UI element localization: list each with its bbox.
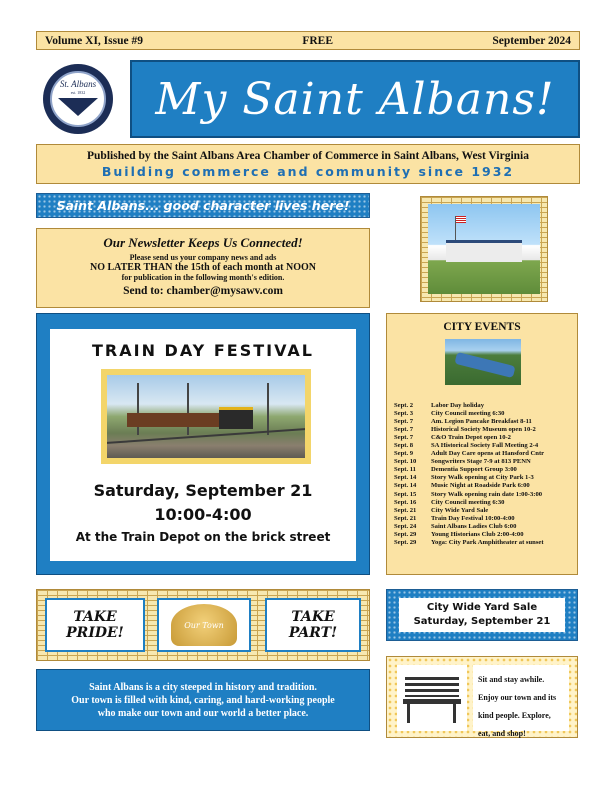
event-date: Sept. 24	[394, 522, 417, 530]
bench-text-box	[473, 665, 569, 738]
event-date: Sept. 7	[394, 434, 414, 442]
event-date: Sept. 15	[394, 490, 417, 498]
event-row	[394, 442, 576, 450]
train-day-place: At the Train Depot on the brick street	[75, 530, 331, 544]
yard-sale-date: Saturday, September 21	[413, 616, 551, 627]
building-photo-frame	[420, 196, 548, 302]
newsletter-line-2: NO LATER THAN the 15th of each month at NOON	[89, 262, 317, 273]
event-desc: SA Historical Society Fall Meeting 2-4	[431, 442, 539, 450]
our-town-text: Our Town	[184, 620, 224, 630]
take-part-box	[265, 598, 361, 652]
event-desc: C&O Train Depot open 10-2	[431, 434, 511, 442]
tagline: Building commerce and community since 1932	[101, 164, 515, 179]
event-date: Sept. 21	[394, 514, 417, 522]
event-desc: Story Walk opening at City Park 1-3	[431, 474, 534, 482]
message-line-3: who make our town and our world a better place.	[97, 707, 309, 719]
train-day-panel	[36, 313, 370, 575]
newsletter-box	[36, 228, 370, 308]
flag-icon	[456, 216, 466, 223]
yard-sale-title: City Wide Yard Sale	[426, 602, 538, 613]
newsletter-email[interactable]: Send to: chamber@mysawv.com	[123, 285, 283, 297]
masthead-title: My Saint Albans!	[155, 73, 555, 125]
bench-icon	[397, 665, 467, 731]
event-desc: Train Day Festival 10:00-4:00	[431, 514, 515, 522]
issue-date: September 2024	[492, 34, 571, 47]
take-pride-text: TAKE PRIDE!	[66, 609, 124, 641]
event-row	[394, 474, 576, 482]
event-desc: Historical Society Museum open 10-2	[431, 426, 536, 434]
event-date: Sept. 8	[394, 442, 414, 450]
event-desc: Yoga: City Park Amphitheater at sunset	[431, 538, 544, 546]
message-line-2: Our town is filled with kind, caring, and hard-working people	[71, 694, 335, 706]
event-desc: City Wide Yard Sale	[431, 506, 489, 514]
newsletter-line-3: for publication in the following month's edition.	[121, 273, 285, 282]
event-desc: Songwriters Stage 7-9 at 813 PENN	[431, 458, 531, 466]
signal-pole	[267, 383, 269, 435]
price-label: FREE	[302, 34, 333, 47]
event-row	[394, 410, 576, 418]
event-row	[394, 515, 576, 523]
event-date: Sept. 3	[394, 410, 414, 418]
signal-pole	[187, 383, 189, 435]
bench-back	[405, 677, 459, 697]
event-row	[394, 531, 576, 539]
bench-leg	[407, 703, 410, 723]
train-day-date: Saturday, September 21	[93, 481, 313, 500]
chamber-building-photo	[428, 204, 540, 294]
city-events-panel	[386, 313, 578, 575]
newsletter-heading: Our Newsletter Keeps Us Connected!	[103, 235, 303, 250]
publisher-strip	[36, 144, 580, 184]
event-date: Sept. 7	[394, 426, 414, 434]
masthead-banner	[130, 60, 580, 138]
event-desc: Dementia Support Group 3:00	[431, 466, 517, 474]
our-town-emblem	[171, 604, 237, 646]
event-desc: Saint Albans Ladies Club 6:00	[431, 522, 517, 530]
community-message	[36, 669, 370, 731]
city-seal-logo	[43, 64, 113, 134]
message-line-1: Saint Albans is a city steeped in history and tradition.	[89, 681, 317, 693]
slogan-banner	[36, 193, 370, 218]
signal-pole	[137, 383, 139, 435]
train-day-time: 10:00-4:00	[154, 505, 252, 524]
event-desc: City Council meeting 6:30	[431, 498, 505, 506]
take-part-text: TAKE PART!	[288, 609, 338, 641]
event-desc: Adult Day Care opens at Hansford Cntr	[431, 450, 545, 458]
take-pride-box	[45, 598, 145, 652]
event-row	[394, 499, 576, 507]
seal-emblem-icon	[58, 98, 98, 116]
issue-info-bar	[36, 31, 580, 50]
train-cars	[127, 413, 222, 427]
event-date: Sept. 16	[394, 498, 417, 506]
yard-sale-banner	[386, 589, 578, 641]
event-date: Sept. 14	[394, 482, 417, 490]
event-desc: Young Historians Club 2:00-4:00	[431, 530, 524, 538]
event-row	[394, 491, 576, 499]
train-day-title: TRAIN DAY FESTIVAL	[92, 341, 314, 360]
event-row	[394, 507, 576, 515]
river-shape	[454, 352, 515, 378]
event-date: Sept. 29	[394, 538, 417, 546]
event-desc: Story Walk opening rain date 1:00-3:00	[431, 490, 543, 498]
event-row	[394, 458, 576, 466]
event-desc: Labor Day holiday	[431, 402, 485, 409]
slogan-text: Saint Albans... good character lives here!	[56, 198, 350, 213]
event-date: Sept. 2	[394, 402, 414, 409]
bench-text: Sit and stay awhile. Enjoy our town and its kind people. Explore, eat, and shop!	[478, 675, 557, 738]
seal-est: est. 1832	[70, 90, 86, 95]
locomotive	[219, 407, 253, 429]
bench-leg	[453, 703, 456, 723]
event-row	[394, 426, 576, 434]
event-row	[394, 539, 576, 547]
city-events-title: CITY EVENTS	[443, 321, 521, 333]
event-row	[394, 434, 576, 442]
event-row	[394, 523, 576, 531]
seal-name: St. Albans	[59, 79, 97, 89]
event-date: Sept. 29	[394, 530, 417, 538]
building-shape	[446, 240, 522, 262]
event-date: Sept. 14	[394, 474, 417, 482]
our-town-logo	[157, 598, 251, 652]
event-date: Sept. 7	[394, 418, 414, 426]
event-row	[394, 450, 576, 458]
publisher-line: Published by the Saint Albans Area Chamber of Commerce in Saint Albans, West Virginia	[87, 150, 529, 162]
event-date: Sept. 21	[394, 506, 417, 514]
event-row	[394, 402, 576, 410]
yard-sale-card	[399, 598, 565, 632]
river-photo	[445, 339, 521, 385]
newsletter-line-1: Please send us your company news and ads	[129, 253, 277, 262]
volume-issue: Volume XI, Issue #9	[45, 34, 143, 47]
event-date: Sept. 11	[394, 466, 416, 474]
event-row	[394, 466, 576, 474]
events-list	[394, 402, 576, 547]
train-day-card	[50, 329, 356, 561]
event-desc: Am. Legion Pancake Breakfast 8-11	[431, 418, 532, 426]
event-desc: City Council meeting 6:30	[431, 410, 505, 418]
event-date: Sept. 9	[394, 450, 414, 458]
event-row	[394, 418, 576, 426]
event-date: Sept. 10	[394, 458, 417, 466]
event-row	[394, 482, 576, 490]
bench-box	[386, 656, 578, 738]
train-photo	[107, 375, 305, 458]
train-photo-frame	[101, 369, 311, 464]
take-pride-strip	[36, 589, 370, 661]
event-desc: Music Night at Roadside Park 6:00	[431, 482, 530, 490]
